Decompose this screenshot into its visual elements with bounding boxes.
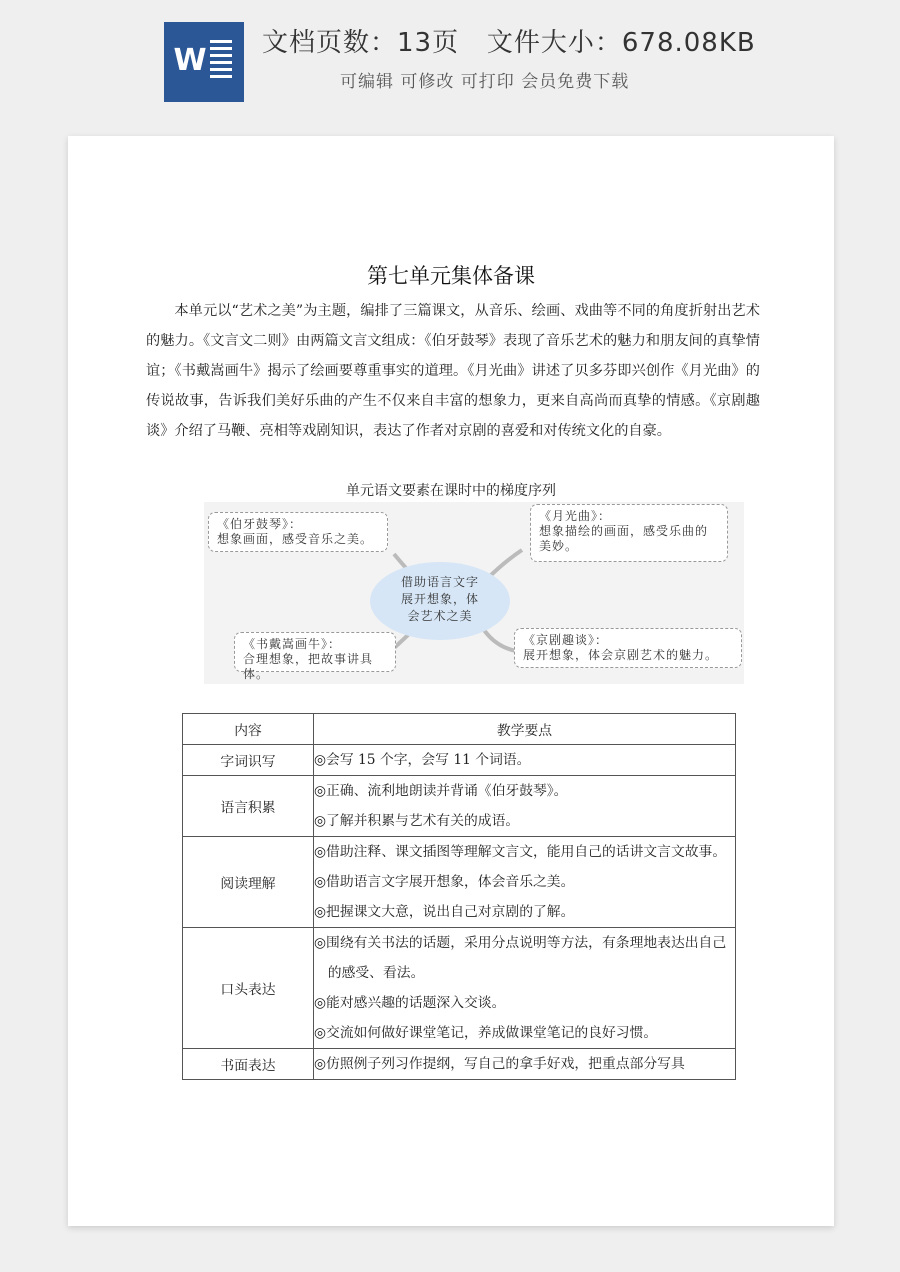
mind-map-diagram	[204, 502, 744, 684]
point-item: ◎把握课文大意，说出自己对京剧的了解。	[314, 904, 575, 920]
point-item: ◎正确、流利地朗读并背诵《伯牙鼓琴》。	[314, 783, 568, 799]
document-title: 第七单元集体备课	[367, 264, 535, 288]
row-topic: 口头表达	[183, 928, 314, 1049]
point-item: ◎能对感兴趣的话题深入交谈。	[314, 995, 506, 1011]
center-line: 展开想象，体	[400, 592, 479, 606]
row-points	[314, 837, 736, 928]
document-page	[68, 136, 834, 1226]
row-topic: 阅读理解	[183, 837, 314, 928]
node-line: 美妙。	[539, 539, 579, 553]
node-line: 《月光曲》：	[539, 509, 612, 523]
center-line: 会艺术之美	[407, 609, 473, 623]
file-info-subtitle: 可编辑 可修改 可打印 会员免费下载	[340, 72, 630, 92]
word-icon-letter: W	[173, 43, 207, 78]
row-topic: 语言积累	[183, 776, 314, 837]
point-item: ◎围绕有关书法的话题，采用分点说明等方法，有条理地表达出自己的感受、看法。	[314, 935, 727, 981]
table-header-row	[183, 714, 736, 745]
point-item: ◎了解并积累与艺术有关的成语。	[314, 813, 520, 829]
node-line: 合理想象，把故事讲具体。	[243, 652, 374, 681]
file-info-title: 文档页数：13页 文件大小：678.08KB	[262, 28, 756, 58]
table-row	[183, 928, 736, 1049]
row-points	[314, 776, 736, 837]
center-node	[370, 562, 510, 640]
node-line: 《京剧趣谈》：	[523, 633, 609, 647]
table-row	[183, 776, 736, 837]
teaching-points-table	[182, 713, 736, 1080]
download-header	[0, 0, 900, 125]
word-icon	[164, 22, 244, 102]
node-boya-guqin	[208, 512, 388, 552]
table-row	[183, 745, 736, 776]
diagram-caption: 单元语文要素在课时中的梯度序列	[346, 483, 556, 499]
node-line: 展开想象，体会京剧艺术的魅力。	[523, 648, 719, 662]
row-points	[314, 928, 736, 1049]
point-item: ◎仿照例子列习作提纲，写自己的拿手好戏，把重点部分写具	[314, 1056, 685, 1072]
center-line: 借助语言文字	[400, 575, 479, 589]
intro-paragraph: 本单元以“艺术之美”为主题，编排了三篇课文，从音乐、绘画、戏曲等不同的角度折射出艺术的魅力。《文言文二则》由两篇文言文组成：《伯牙鼓琴》表现了音乐艺术的魅力和朋友间的真挚情谊；《书戴嵩画牛》揭示了绘画要尊重事实的道理。《月光曲》讲述了贝多芬即兴创作《月光曲》的传说故事，告诉我们美好乐曲的产生不仅来自丰富的想象力，更来自高尚而真挚的情感。《京剧趣谈》介绍了马鞭、亮相等戏剧知识，表达了作者对京剧的喜爱和对传统文化的自豪。	[146, 303, 760, 439]
header-cell-content: 内容	[183, 714, 314, 745]
node-line: 《书戴嵩画牛》：	[243, 637, 342, 651]
row-topic: 字词识写	[183, 745, 314, 776]
node-line: 《伯牙鼓琴》：	[217, 517, 303, 531]
point-item: ◎借助注释、课文插图等理解文言文，能用自己的话讲文言文故事。	[314, 844, 727, 860]
row-points	[314, 1049, 736, 1080]
table-row	[183, 837, 736, 928]
node-line: 想象画面，感受音乐之美。	[217, 532, 374, 546]
row-points	[314, 745, 736, 776]
node-yueguangqu	[530, 504, 728, 562]
node-shu-daisong	[234, 632, 396, 681]
node-line: 想象描绘的画面，感受乐曲的	[539, 524, 709, 538]
point-item: ◎借助语言文字展开想象，体会音乐之美。	[314, 874, 575, 890]
point-item: ◎会写 15 个字，会写 11 个词语。	[314, 752, 531, 768]
row-topic: 书面表达	[183, 1049, 314, 1080]
table-row	[183, 1049, 736, 1080]
header-cell-points: 教学要点	[314, 714, 736, 745]
point-item: ◎交流如何做好课堂笔记，养成做课堂笔记的良好习惯。	[314, 1025, 658, 1041]
word-icon-lines	[210, 40, 232, 82]
node-jingju-qutan	[514, 628, 742, 668]
